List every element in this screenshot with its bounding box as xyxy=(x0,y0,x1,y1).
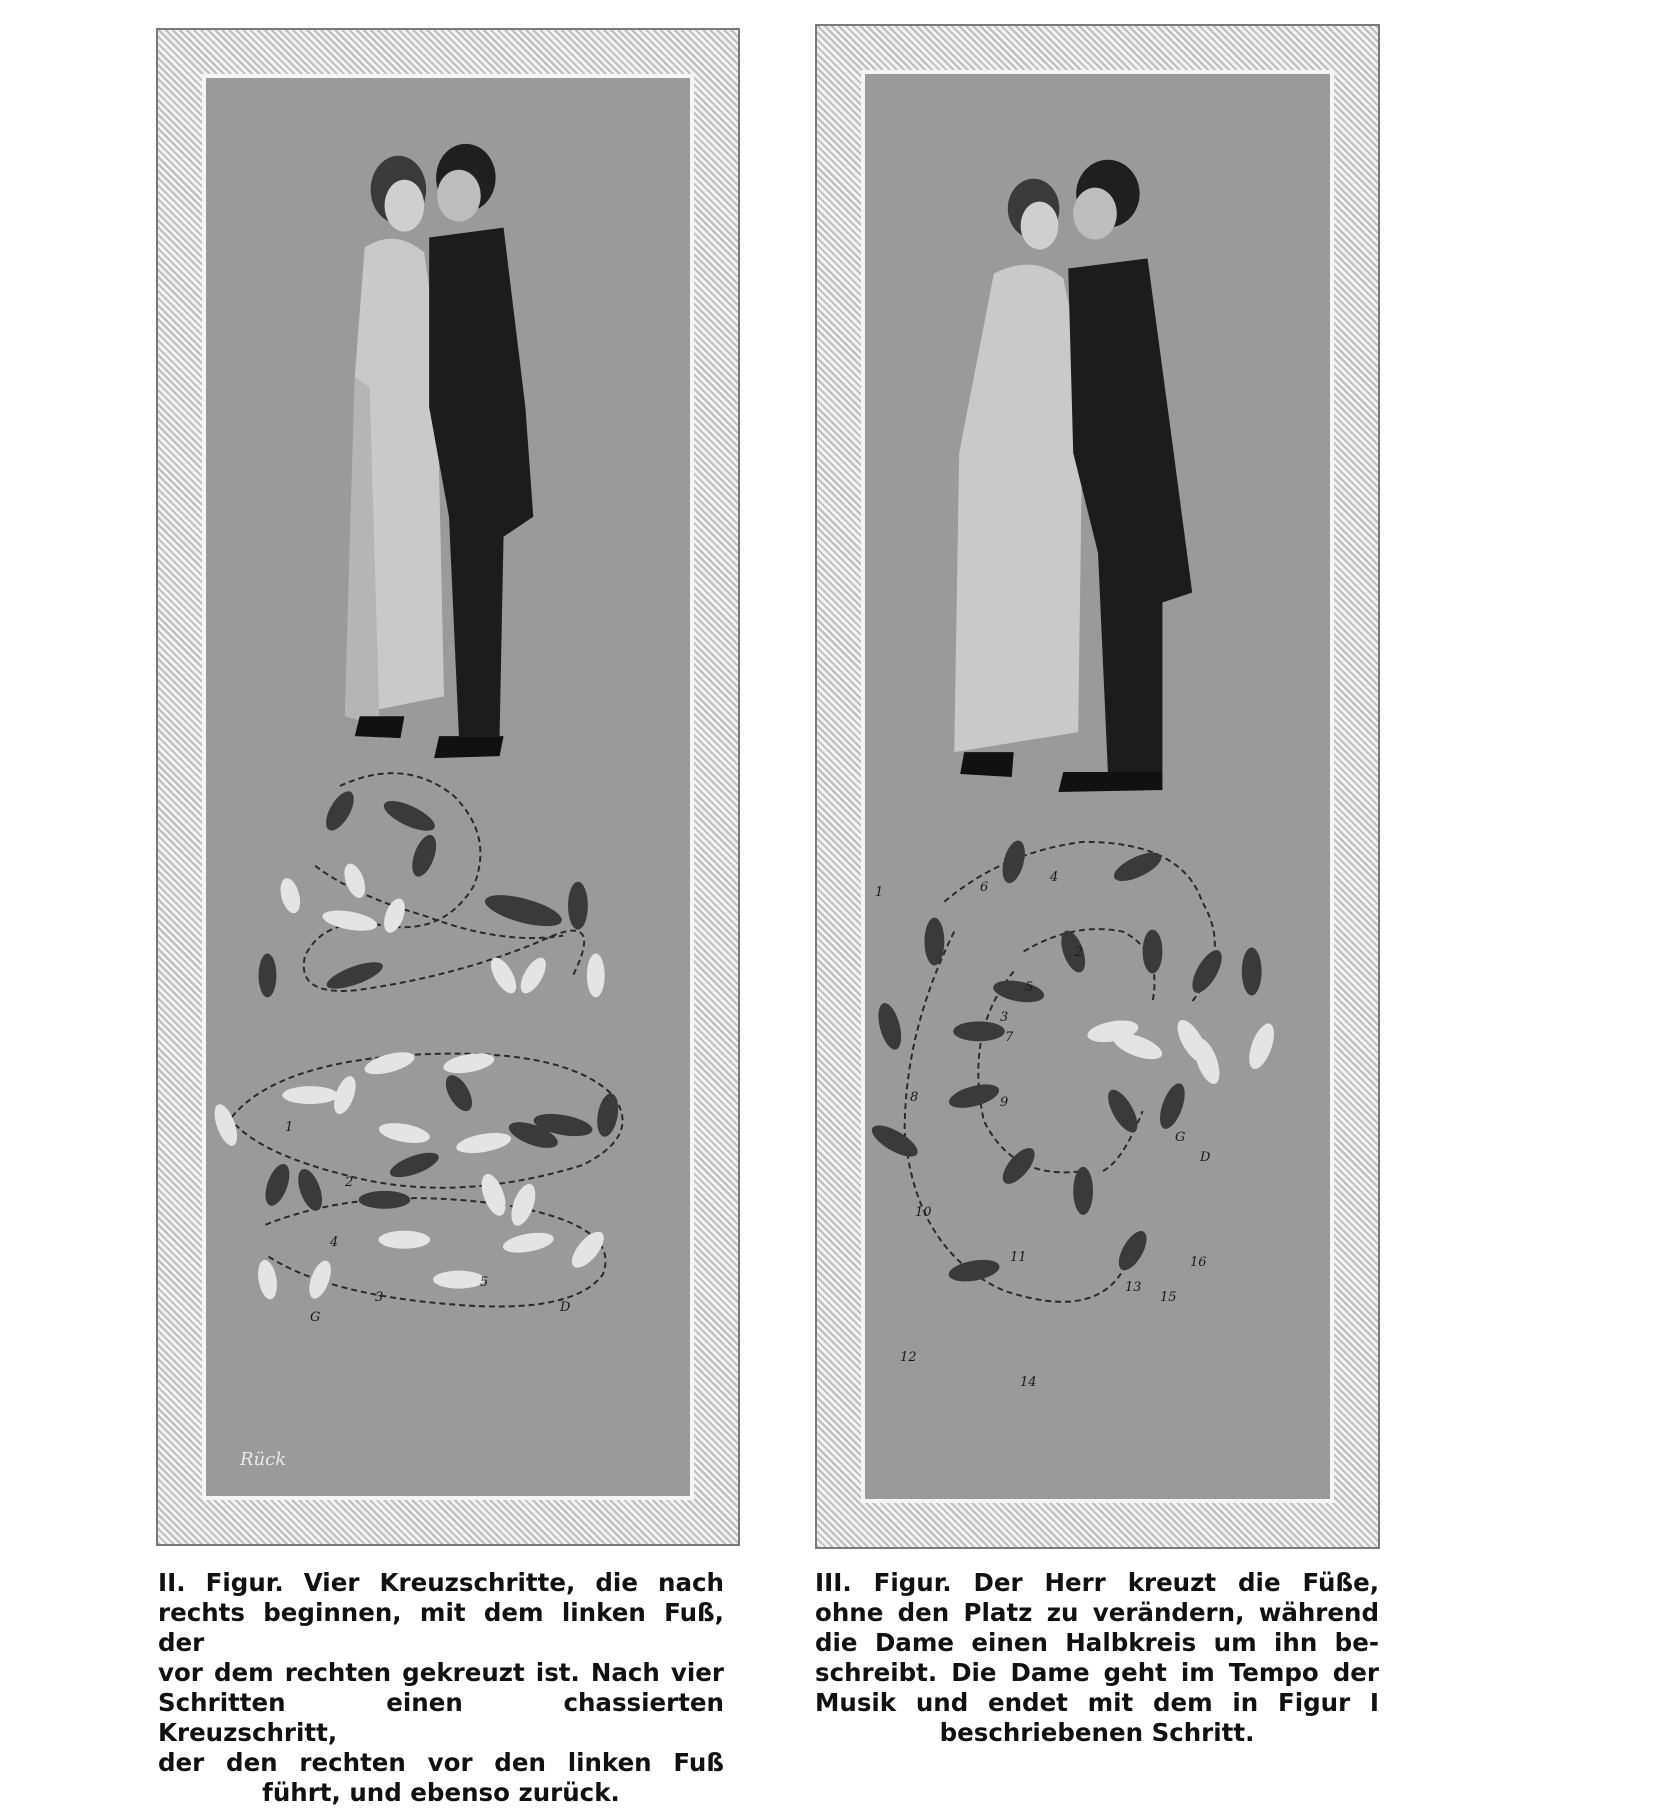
dancing-couple-illustration xyxy=(345,144,533,758)
step-label: D xyxy=(1200,1150,1211,1165)
figure-ii-caption xyxy=(158,1568,724,1808)
figure-iii-caption xyxy=(815,1568,1379,1748)
step-diagram-upper-feet xyxy=(259,787,605,997)
caption-line: Musik und endet mit dem in Figur I xyxy=(815,1688,1379,1717)
step-label: 14 xyxy=(1020,1375,1037,1390)
step-diagram-circle xyxy=(905,842,1215,1302)
artist-signature: Rück xyxy=(240,1449,287,1470)
caption-line: vor dem rechten gekreuzt ist. Nach vier xyxy=(158,1658,724,1687)
figure-iii-photo xyxy=(861,70,1334,1503)
step-label: 15 xyxy=(1160,1290,1177,1305)
caption-line: ohne den Platz zu verändern, während xyxy=(815,1598,1379,1627)
figure-ii-plate xyxy=(156,28,740,1546)
step-label: 4 xyxy=(1050,870,1059,885)
caption-line: der den rechten vor den linken Fuß xyxy=(158,1748,724,1777)
step-label: 16 xyxy=(1190,1255,1207,1270)
step-label: 1 xyxy=(875,885,884,900)
step-label: 3 xyxy=(375,1290,384,1305)
step-label: 12 xyxy=(900,1350,917,1365)
step-label: G xyxy=(1175,1130,1186,1145)
figure-ii-photo xyxy=(202,74,694,1500)
step-label: 2 xyxy=(1075,945,1084,960)
caption-line: die Dame einen Halbkreis um ihn be- xyxy=(815,1628,1379,1657)
step-label: 13 xyxy=(1125,1280,1142,1295)
figure-iii-illustration xyxy=(865,74,1330,1499)
step-label: 1 xyxy=(285,1120,294,1135)
caption-line: beschriebenen Schritt. xyxy=(939,1718,1255,1747)
caption-line: II. Figur. Vier Kreuzschritte, die nach xyxy=(158,1568,724,1597)
step-label: 7 xyxy=(1005,1030,1014,1045)
caption-line: rechts beginnen, mit dem linken Fuß, der xyxy=(158,1598,724,1657)
caption-line: führt, und ebenso zurück. xyxy=(262,1778,620,1807)
step-label: 10 xyxy=(915,1205,932,1220)
step-label: G xyxy=(310,1310,321,1325)
figure-iii-plate xyxy=(815,24,1380,1549)
step-label: 6 xyxy=(980,880,989,895)
caption-line: schreibt. Die Dame geht im Tempo der xyxy=(815,1658,1379,1687)
figure-ii-illustration xyxy=(206,78,690,1496)
step-label: 9 xyxy=(1000,1095,1009,1110)
dancing-couple-illustration xyxy=(954,160,1192,792)
step-label: 2 xyxy=(345,1175,354,1190)
step-label: 3 xyxy=(1000,1010,1009,1025)
step-label: 4 xyxy=(330,1235,339,1250)
caption-line: III. Figur. Der Herr kreuzt die Füße, xyxy=(815,1568,1379,1597)
step-label: 5 xyxy=(1025,980,1034,995)
step-label: 5 xyxy=(480,1275,489,1290)
caption-line: Schritten einen chassierten Kreuzschritt, xyxy=(158,1688,724,1747)
step-label: D xyxy=(560,1300,571,1315)
step-label: 11 xyxy=(1010,1250,1027,1265)
step-label: 8 xyxy=(910,1090,919,1105)
